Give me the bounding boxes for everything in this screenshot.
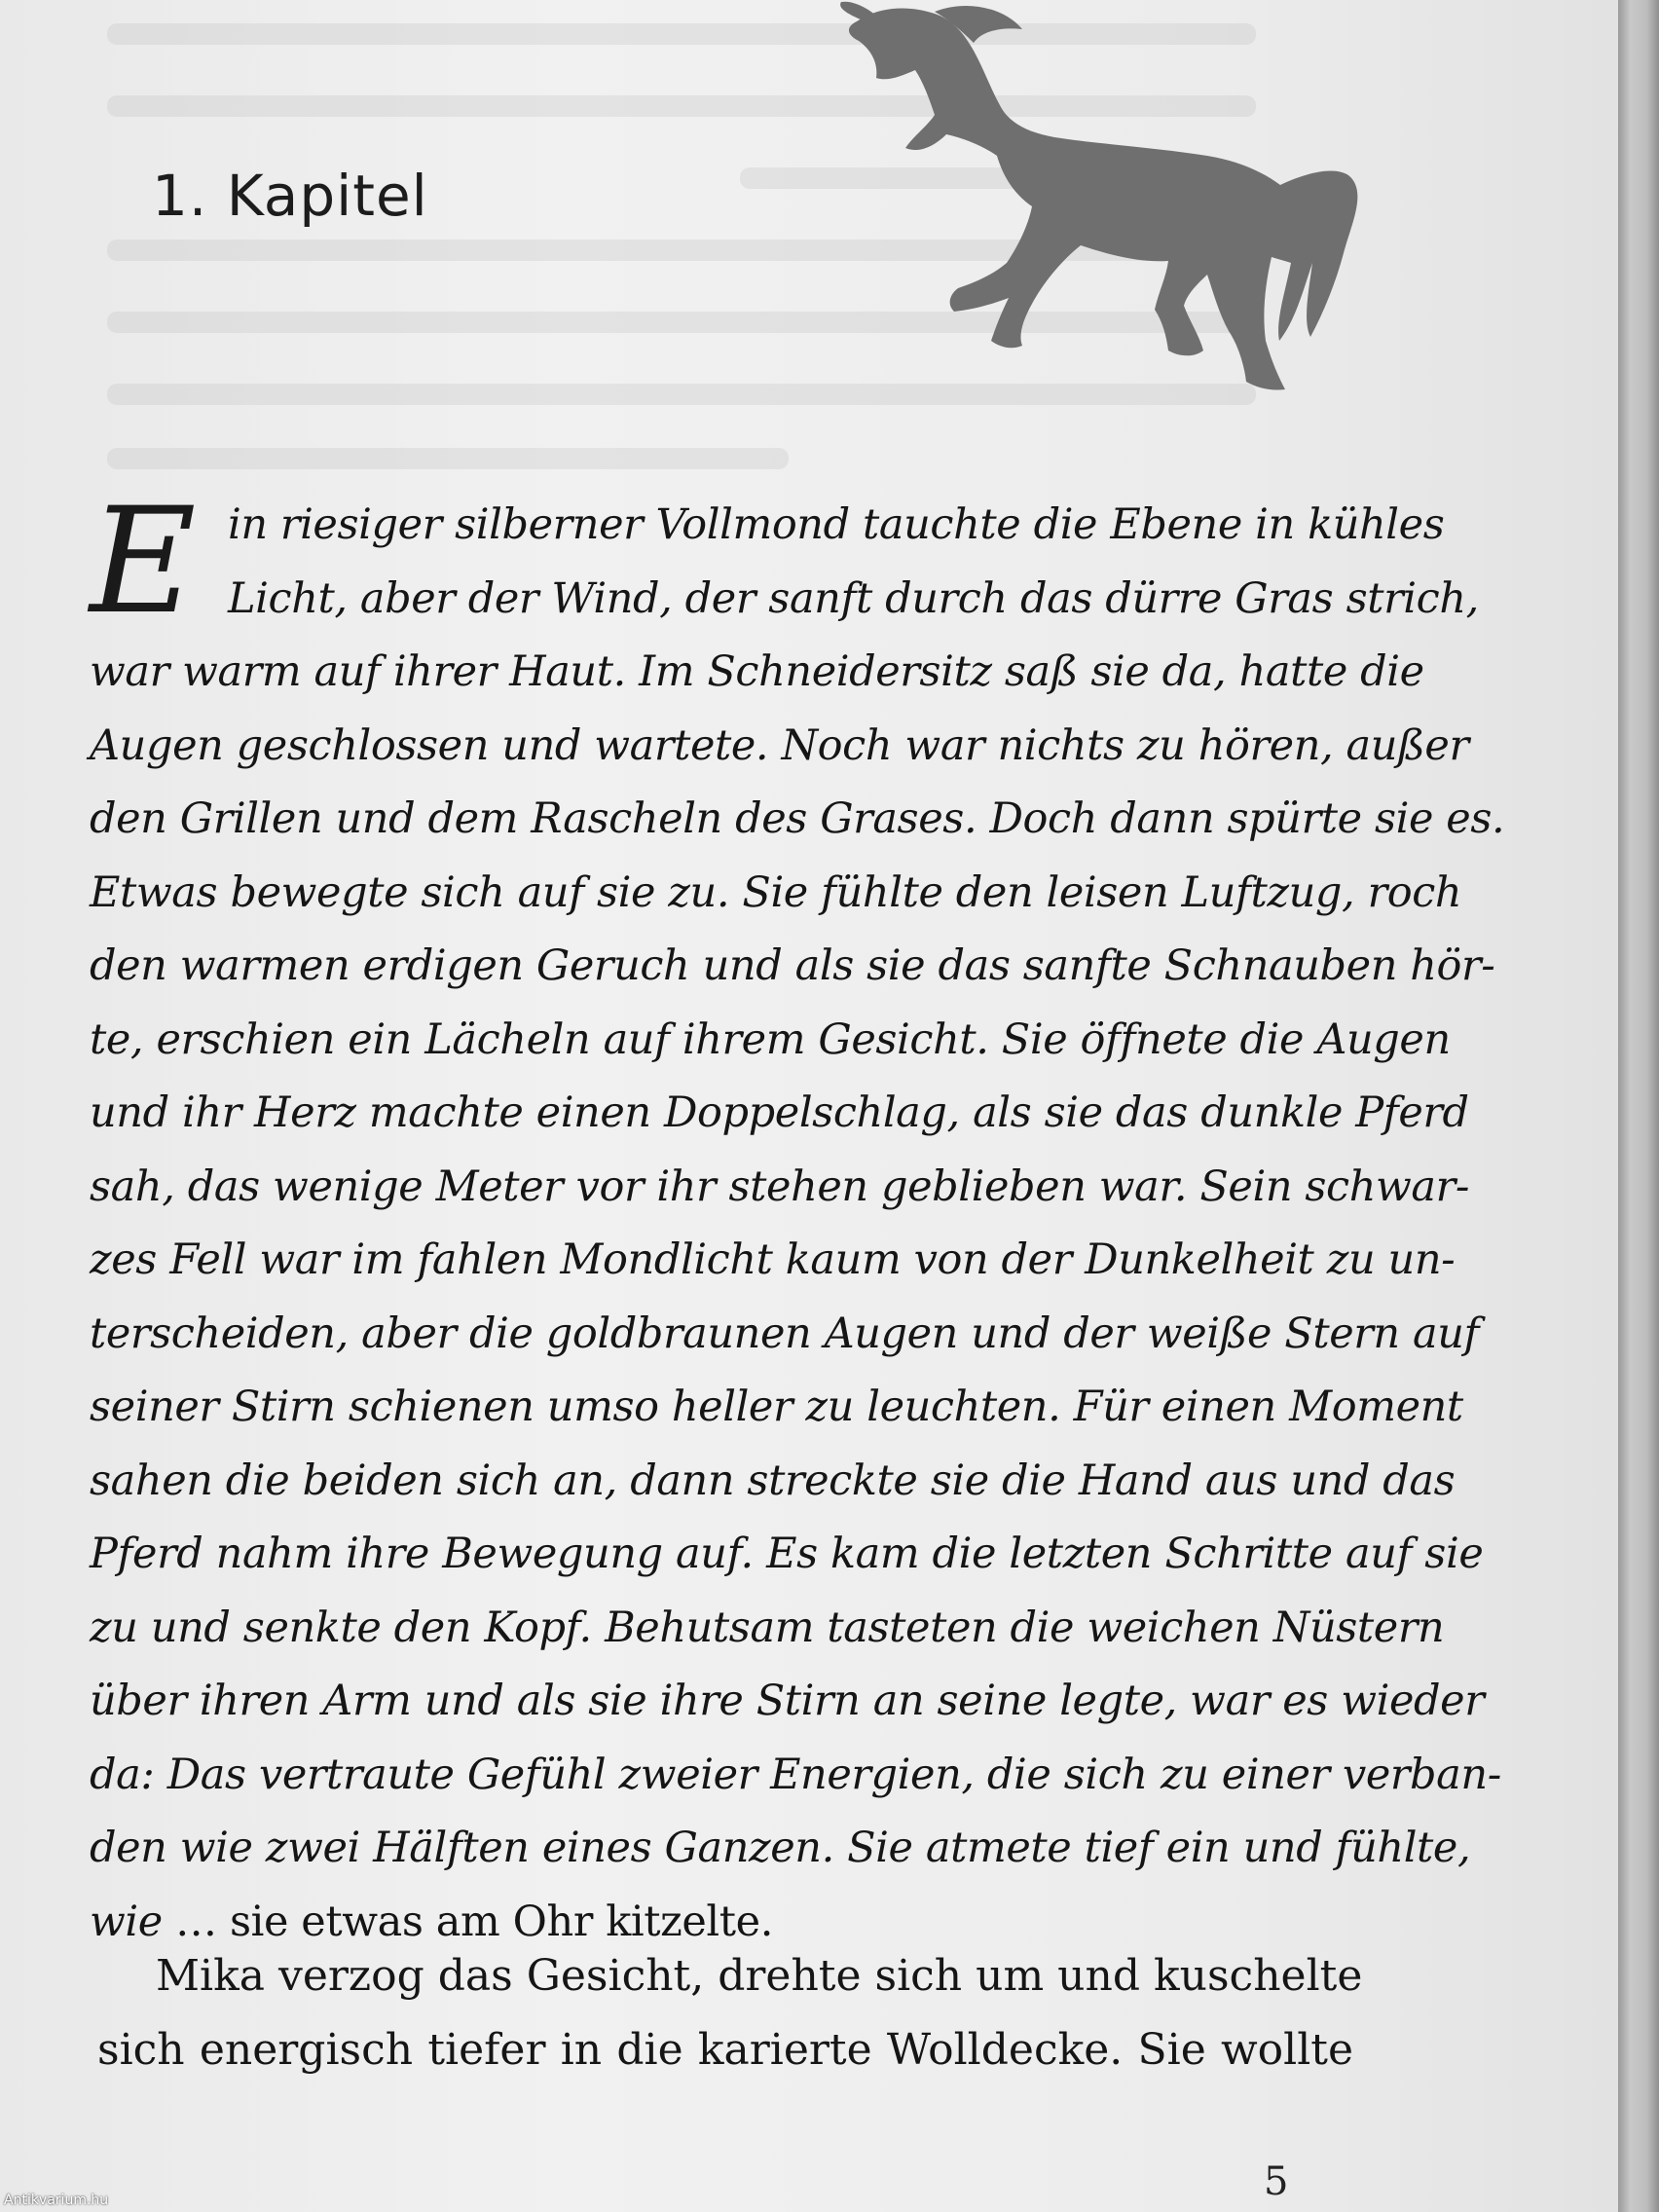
text-line: Etwas bewegte sich auf sie zu. Sie fühlte den leisen Luftzug, roch [90, 867, 1462, 917]
show-through-line [107, 448, 789, 469]
text-line: sahen die beiden sich an, dann streckte sie die Hand aus und das [90, 1456, 1456, 1505]
text-line: sah, das wenige Meter vor ihr stehen geblieben war. Sein schwar- [90, 1161, 1469, 1211]
text-line: Mika verzog das Gesicht, drehte sich um und kuschelte [156, 1951, 1363, 2001]
text-line: Pferd nahm ihre Bewegung auf. Es kam die letzten Schritte auf sie [90, 1530, 1484, 1578]
text-line: über ihren Arm und als sie ihre Stirn an seine legte, war es wieder [90, 1677, 1485, 1725]
text-line: sich energisch tiefer in die karierte Wolldecke. Sie wollte [97, 2024, 1353, 2075]
text-line: te, erschien ein Lächeln auf ihrem Gesicht. Sie öffnete die Augen [90, 1014, 1451, 1064]
text-line: in riesiger silberner Vollmond tauchte die Ebene in kühles [228, 500, 1445, 549]
text-line: den wie zwei Hälften eines Ganzen. Sie atmete tief ein und fühlte, [90, 1824, 1471, 1872]
watermark: Antikvarium.hu [4, 2193, 109, 2208]
paragraph-2 [97, 1939, 1363, 2086]
text-line: Licht, aber der Wind, der sanft durch das dürre Gras strich, [228, 573, 1479, 623]
text-line: zu und senkte den Kopf. Behutsam tasteten die weichen Nüstern [90, 1603, 1445, 1652]
text-line: zes Fell war im fahlen Mondlicht kaum von der Dunkelheit zu un- [90, 1235, 1456, 1284]
page-number: 5 [1264, 2159, 1289, 2204]
page-edge [1618, 0, 1659, 2212]
rearing-horse-icon [837, 0, 1382, 399]
text-line: war warm auf ihrer Haut. Im Schneidersitz saß sie da, hatte die [90, 647, 1424, 696]
last-line-upright: … sie etwas am Ohr kitzelte. [162, 1897, 773, 1946]
text-line: und ihr Herz machte einen Doppelschlag, als sie das dunkle Pferd [90, 1088, 1469, 1137]
text-line: den Grillen und dem Rascheln des Grases. Doch dann spürte sie es. [90, 794, 1505, 843]
text-line: terscheiden, aber die goldbraunen Augen und der weiße Stern auf [90, 1309, 1480, 1358]
text-line: da: Das vertraute Gefühl zweier Energien, die sich zu einer verban- [90, 1750, 1501, 1799]
text-line: Augen geschlossen und wartete. Noch war nichts zu hören, außer [90, 720, 1469, 770]
text-line: den warmen erdigen Geruch und als sie das sanfte Schnauben hör- [90, 941, 1495, 990]
text-line: seiner Stirn schienen umso heller zu leuchten. Für einen Moment [90, 1382, 1463, 1431]
last-line-italic: wie [90, 1897, 163, 1946]
paragraph-1 [90, 477, 1505, 1959]
chapter-title: 1. Kapitel [152, 162, 428, 229]
drop-cap: E [90, 477, 197, 646]
